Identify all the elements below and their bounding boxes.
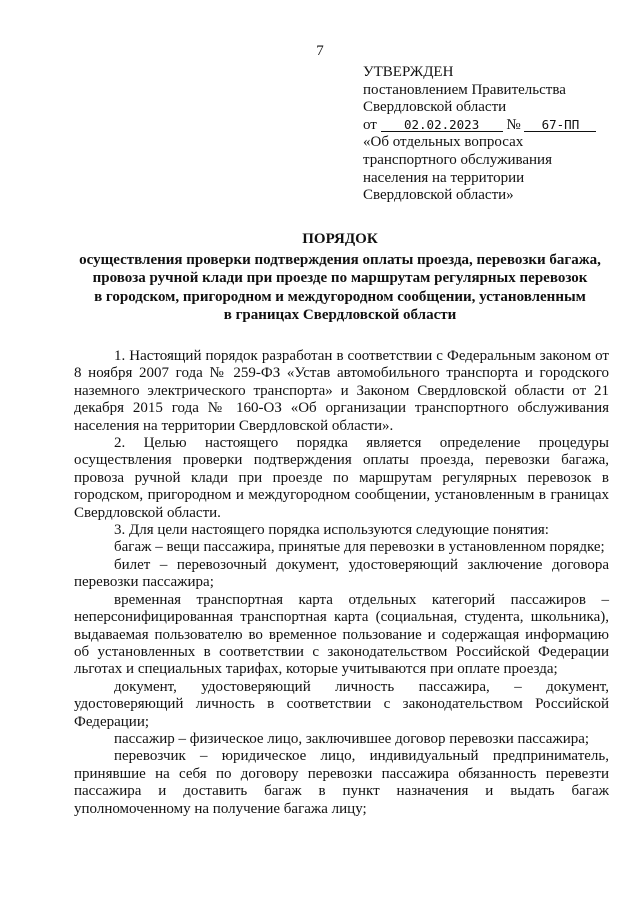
paragraph-2-goal: 2. Целью настоящего порядка является определение процедуры осуществления проверки подтверждения оплаты проезда, перевозки багажа, провоза ручной клади при проезде по маршрутам регулярных перевозок в городском, пригородном и междугородном сообщении, установленным в границах Свердловской области. [74,435,609,521]
number-prefix: № [506,116,521,133]
definition-ticket: билет – перевозочный документ, удостоверяющий заключение договора перевозки пассажира; [74,556,609,591]
definition-carrier: перевозчик – юридическое лицо, индивидуальный предприниматель, принявшие на себя по договору перевозки пассажира обязанность перевезти пассажира и доставить багаж в пункт назначения и выдать багаж уполномоченному на получение багажа лицу; [74,748,609,817]
document-body [74,348,609,818]
subtitle-line-2: провоза ручной клади при проезде по маршрутам регулярных перевозок [92,270,588,287]
approval-subject-line-4: Свердловской области» [363,187,514,204]
paragraph-1-purpose-basis: 1. Настоящий порядок разработан в соответствии с Федеральным законом от 8 ноября 2007 года № 259-ФЗ «Устав автомобильного транспорта и городского наземного электрического транспорта» и Законом Свердловской области от 21 декабря 2015 года № 160-ОЗ «Об организации транспортного обслуживания населения на территории Свердловской области». [74,348,609,434]
approval-heading: УТВЕРЖДЕН [363,64,454,80]
paragraph-3-definitions-intro: 3. Для цели настоящего порядка используются следующие понятия: [114,522,549,539]
date-prefix: от [363,116,377,133]
page-number: 7 [316,43,324,59]
definition-baggage: багаж – вещи пассажира, принятые для перевозки в установленном порядке; [114,539,605,556]
document-subtitle [70,251,610,325]
approval-date-line [363,117,628,135]
approval-subject-line-1: «Об отдельных вопросах [363,134,524,151]
approval-subject-line-3: населения на территории [363,169,525,186]
subtitle-line-3: в городском, пригородном и междугородном сообщении, установленным [94,288,586,305]
subtitle-line-4: в границах Свердловской области [223,307,457,324]
document-title: ПОРЯДОК [302,231,378,247]
date-value: 02.02.2023 [381,118,503,132]
subtitle-line-1: осуществления проверки подтверждения оплаты проезда, перевозки багажа, [79,252,601,268]
approval-by-line-1: постановлением Правительства [363,81,566,98]
definition-temporary-transport-card: временная транспортная карта отдельных категорий пассажиров – неперсонифицированная транспортная карта (социальная, студента, школьника), выдаваемая пользователю во временное пользование и содержащая информацию об установленных в соответствии с законодательством Российской Федерации льготах и специальных тарифах, которые учитываются при оплате проезда; [74,591,609,678]
definition-passenger: пассажир – физическое лицо, заключившее договор перевозки пассажира; [114,730,590,747]
number-value: 67-ПП [524,118,596,132]
approval-block [363,64,628,205]
approval-by-line-2: Свердловской области [363,99,507,116]
approval-subject-line-2: транспортного обслуживания [363,151,552,168]
definition-identity-document: документ, удостоверяющий личность пассажира, – документ, удостоверяющий личность в соответствии с законодательством Российской Федерации; [74,678,609,730]
